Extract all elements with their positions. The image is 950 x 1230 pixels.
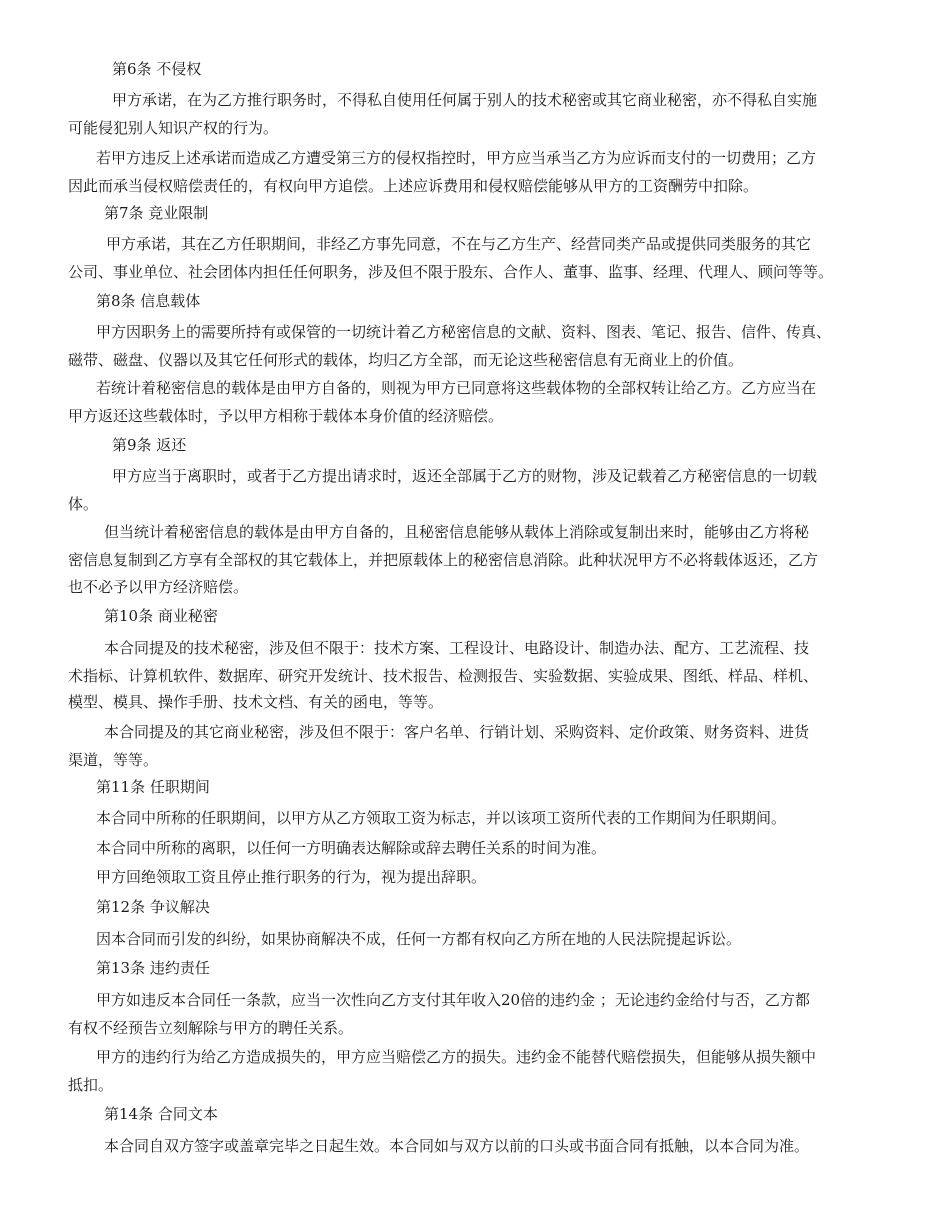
paragraph-line: 甲方承诺，在为乙方推行职务时，不得私自使用任何属于别人的技术秘密或其它商业秘密，亦不得私自实施 (112, 91, 818, 109)
paragraph-line: 甲方因职务上的需要所持有或保管的一切统计着乙方秘密信息的文献、资料、图表、笔记、报告、信件、传真、 (96, 323, 832, 341)
paragraph-line: 本合同提及的技术秘密，涉及但不限于：技术方案、工程设计、电路设计、制造办法、配方、工艺流程、技 (104, 639, 810, 657)
paragraph-line: 甲方如违反本合同任一条款，应当一次性向乙方支付其年收入20倍的违约金 ；无论违约金给付与否，乙方都 (96, 991, 810, 1009)
article-8-heading: 第8条 信息载体 (96, 292, 201, 310)
article-11-heading: 第11条 任职期间 (96, 778, 210, 796)
paragraph-line: 甲方回绝领取工资且停止推行职务的行为，视为提出辞职。 (96, 868, 487, 886)
article-13-heading: 第13条 违约责任 (96, 959, 210, 977)
paragraph-line: 甲方的违约行为给乙方造成损失的，甲方应当赔偿乙方的损失。违约金不能替代赔偿损失，但能够从损失额中 (96, 1048, 817, 1066)
article-7-heading: 第7条 竞业限制 (104, 204, 209, 222)
paragraph-line: 也不必予以甲方经济赔偿。 (68, 578, 249, 596)
paragraph-line: 甲方承诺，其在乙方任职期间，非经乙方事先同意，不在与乙方生产、经营同类产品或提供同类服务的其它 (106, 235, 812, 253)
paragraph-line: 可能侵犯别人知识产权的行为。 (68, 119, 279, 137)
paragraph-line: 抵扣。 (68, 1076, 114, 1094)
paragraph-line: 本合同自双方签字或盖章完毕之日起生效。本合同如与双方以前的口头或书面合同有抵触，以本合同为准。 (104, 1137, 810, 1155)
paragraph-line: 若甲方违反上述承诺而造成乙方遭受第三方的侵权指控时，甲方应当承当乙方为应诉而支付的一切费用；乙方 (96, 149, 817, 167)
paragraph-line: 渠道，等等。 (68, 751, 159, 769)
paragraph-line: 体。 (68, 495, 99, 513)
paragraph-line: 磁带、磁盘、仪器以及其它任何形式的载体，均归乙方全部，而无论这些秘密信息有无商业上的价值。 (68, 351, 744, 369)
article-6-heading: 第6条 不侵权 (112, 60, 202, 78)
paragraph-line: 有权不经预告立刻解除与甲方的聘任关系。 (68, 1019, 354, 1037)
article-14-heading: 第14条 合同文本 (104, 1105, 218, 1123)
paragraph-line: 密信息复制到乙方享有全部权的其它载体上，并把原载体上的秘密信息消除。此种状况甲方不必将载体返还，乙方 (68, 551, 819, 569)
paragraph-line: 甲方返还这些载体时，予以甲方相称于载体本身价值的经济赔偿。 (68, 407, 504, 425)
paragraph-line: 模型、模具、操作手册、技术文档、有关的函电，等等。 (68, 693, 444, 711)
paragraph-line: 本合同中所称的离职，以任何一方明确表达解除或辞去聘任关系的时间为准。 (96, 839, 607, 857)
paragraph-line: 若统计着秘密信息的载体是由甲方自备的，则视为甲方已同意将这些载体物的全部权转让给乙方。乙方应当在 (96, 379, 817, 397)
paragraph-line: 公司、事业单位、社会团体内担任任何职务，涉及但不限于股东、合作人、董事、监事、经理、代理人、顾问等等。 (68, 263, 834, 281)
article-12-heading: 第12条 争议解决 (96, 898, 210, 916)
paragraph-line: 因此而承当侵权赔偿责任的，有权向甲方追偿。上述应诉费用和侵权赔偿能够从甲方的工资酬劳中扣除。 (68, 177, 759, 195)
paragraph-line: 甲方应当于离职时，或者于乙方提出请求时，返还全部属于乙方的财物，涉及记载着乙方秘密信息的一切载 (112, 467, 818, 485)
paragraph-line: 本合同提及的其它商业秘密，涉及但不限于：客户名单、行销计划、采购资料、定价政策、财务资料、进货 (104, 723, 810, 741)
article-9-heading: 第9条 返还 (112, 436, 187, 454)
paragraph-line: 但当统计着秘密信息的载体是由甲方自备的，且秘密信息能够从载体上消除或复制出来时，能够由乙方将秘 (104, 523, 810, 541)
paragraph-line: 本合同中所称的任职期间，以甲方从乙方领取工资为标志，并以该项工资所代表的工作期间为任职期间。 (96, 809, 787, 827)
article-10-heading: 第10条 商业秘密 (104, 607, 218, 625)
paragraph-line: 因本合同而引发的纠纷，如果协商解决不成，任何一方都有权向乙方所在地的人民法院提起诉讼。 (96, 930, 742, 948)
paragraph-line: 术指标、计算机软件、数据库、研究开发统计、技术报告、检测报告、实验数据、实验成果、图纸、样品、样机、 (68, 667, 819, 685)
